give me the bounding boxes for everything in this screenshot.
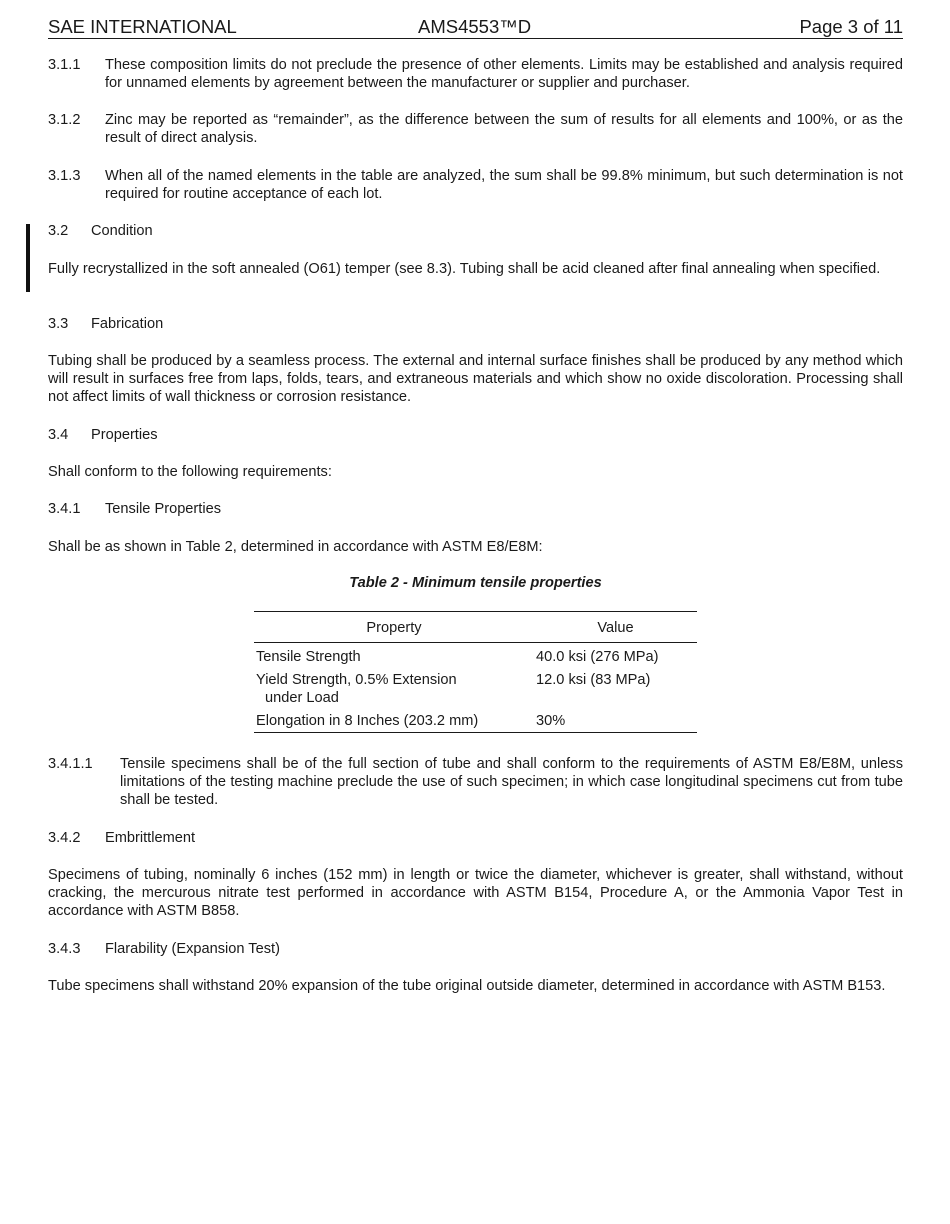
cell-property [256, 671, 536, 707]
section-number: 3.1.1 [48, 57, 81, 73]
section-number: 3.4.1.1 [48, 756, 93, 772]
section-title: Embrittlement [105, 830, 196, 846]
section-3-2-heading [48, 222, 903, 240]
section-title: Tensile Properties [105, 501, 221, 517]
section-number: 3.4.2 [48, 830, 81, 846]
section-text: These composition limits do not preclude the presence of other elements. Limits may be established and analysis required for unnamed elements by agreement between the manufacturer or supplier and purchaser. [105, 57, 903, 91]
section-number: 3.2 [48, 223, 69, 239]
header-org: SAE INTERNATIONAL [48, 16, 237, 37]
page-header [48, 14, 903, 39]
cell-value: 30% [536, 713, 566, 729]
tensile-properties-table [254, 611, 697, 733]
section-text: Zinc may be reported as “remainder”, as the difference between the sum of results for all elements and 100%, or as the result of direct analysis. [105, 112, 903, 146]
cell-value: 40.0 ksi (276 MPa) [536, 649, 659, 665]
column-header-value: Value [597, 620, 634, 636]
section-text: When all of the named elements in the table are analyzed, the sum shall be 99.8% minimum, but such determination is not required for routine acceptance of each lot. [105, 168, 903, 202]
header-page-number: Page 3 of 11 [799, 16, 903, 37]
table-row [254, 643, 697, 666]
section-title: Flarability (Expansion Test) [105, 941, 280, 957]
section-number: 3.4.3 [48, 941, 81, 957]
section-title: Fabrication [91, 316, 164, 332]
section-3-4-1-text: Shall be as shown in Table 2, determined in accordance with ASTM E8/E8M: [48, 539, 543, 555]
section-number: 3.1.2 [48, 112, 81, 128]
section-3-4-1-heading [48, 500, 903, 518]
section-3-3-text: Tubing shall be produced by a seamless process. The external and internal surface finishes shall be produced by any method which will result in surfaces free from laps, folds, tears, and extraneous materials and which show no oxide discoloration. Processing shall not affect limits of wall thickness or corrosion resistance. [48, 353, 903, 405]
table-row [254, 666, 697, 707]
section-3-4-2-text: Specimens of tubing, nominally 6 inches (152 mm) in length or twice the diameter, whichever is greater, shall withstand, without cracking, the mercurous nitrate test performed in accordance with ASTM B154, Procedure A, or the Ammonia Vapor Test in accordance with ASTM B858. [48, 867, 903, 919]
section-3-3-heading [48, 315, 903, 333]
section-3-1-1 [48, 56, 903, 92]
section-title: Properties [91, 427, 158, 443]
section-3-2-text: Fully recrystallized in the soft annealed (O61) temper (see 8.3). Tubing shall be acid cleaned after final annealing when specified. [48, 261, 881, 277]
section-3-4-1-1 [48, 755, 903, 809]
cell-property: Elongation in 8 Inches (203.2 mm) [256, 713, 479, 729]
header-doc-id: AMS4553™D [418, 16, 532, 37]
table-header-row [254, 612, 697, 643]
section-text: Tensile specimens shall be of the full section of tube and shall conform to the requirements of ASTM E8/E8M, unless limitations of the testing machine preclude the use of such specimen; in which case longitudinal specimens cut from tube shall be tested. [120, 756, 903, 808]
section-3-4-text: Shall conform to the following requirements: [48, 464, 332, 480]
table-caption: Table 2 - Minimum tensile properties [349, 575, 602, 591]
section-3-1-3 [48, 167, 903, 203]
section-number: 3.1.3 [48, 168, 81, 184]
cell-property-line1: Yield Strength, 0.5% Extension [256, 672, 457, 688]
cell-property-line2: under Load [265, 690, 339, 706]
section-number: 3.3 [48, 316, 69, 332]
revision-bar [26, 224, 30, 292]
section-number: 3.4.1 [48, 501, 81, 517]
section-3-1-2 [48, 111, 903, 147]
section-3-4-heading [48, 426, 903, 444]
section-3-4-3-text: Tube specimens shall withstand 20% expansion of the tube original outside diameter, determined in accordance with ASTM B153. [48, 978, 886, 994]
section-title: Condition [91, 223, 153, 239]
table-row [254, 707, 697, 732]
column-header-property: Property [366, 620, 422, 636]
cell-property: Tensile Strength [256, 649, 361, 665]
cell-value: 12.0 ksi (83 MPa) [536, 672, 651, 688]
section-number: 3.4 [48, 427, 69, 443]
section-3-4-2-heading [48, 829, 903, 847]
section-3-4-3-heading [48, 940, 903, 958]
